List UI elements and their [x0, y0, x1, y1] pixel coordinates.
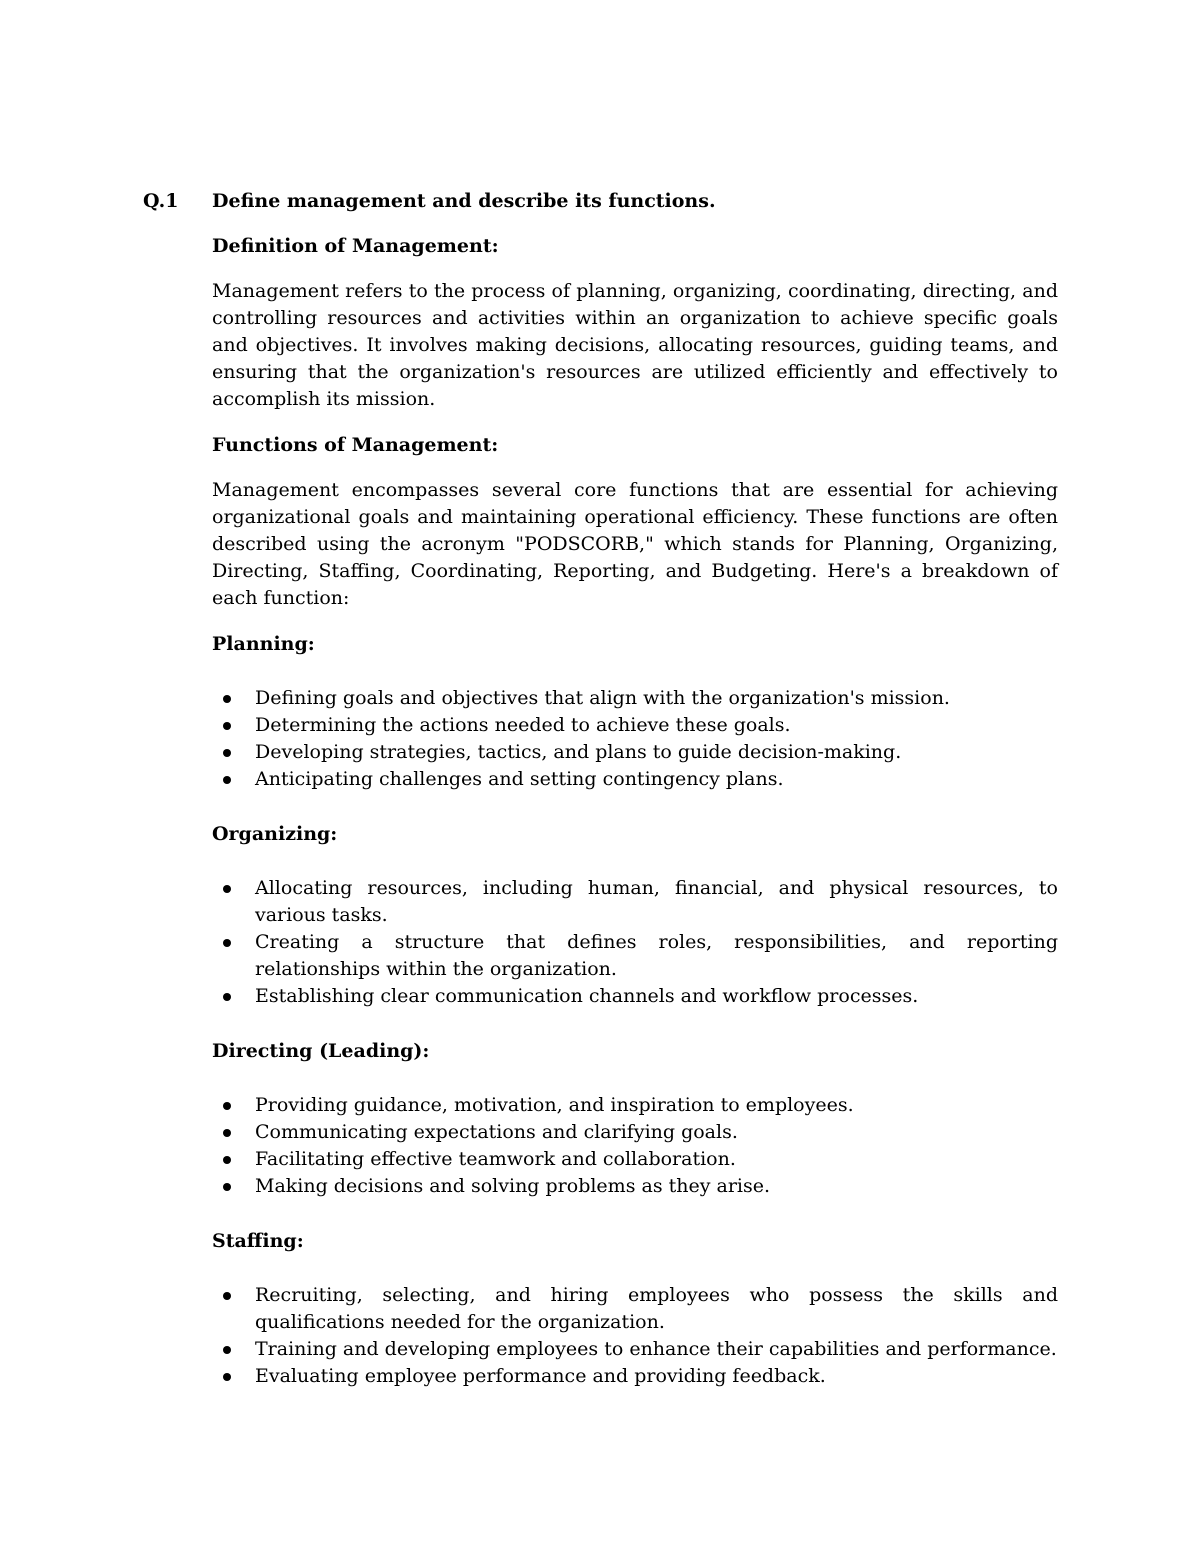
list-item-text: Training and developing employees to enhance their capabilities and performance. — [255, 1338, 1057, 1360]
section-heading: Planning: — [212, 633, 315, 655]
functions-paragraph: Management encompasses several core functions that are essential for achieving organizational goals and maintaining operational efficiency. These functions are often described using the acronym "PODSCORB," which stands for Planning, Organizing, Directing, Staffing, Coordinating, Reporting, and Budgeting. Here's a breakdown of each function: — [212, 479, 1058, 609]
bullet-icon — [223, 885, 231, 893]
list-item-text: Making decisions and solving problems as they arise. — [255, 1175, 771, 1197]
bullet-icon — [223, 1373, 231, 1381]
list-item-text: Communicating expectations and clarifying goals. — [255, 1121, 738, 1143]
list-item-text: Providing guidance, motivation, and inspiration to employees. — [255, 1094, 854, 1116]
bullet-icon — [223, 1183, 231, 1191]
section-heading: Staffing: — [212, 1230, 304, 1252]
list-item — [212, 1146, 1058, 1173]
section-heading: Organizing: — [212, 823, 338, 845]
question-number: Q.1 — [143, 190, 179, 212]
definition-heading: Definition of Management: — [212, 235, 499, 257]
list-item — [212, 766, 1058, 793]
bullet-list — [212, 1092, 1058, 1200]
bullet-icon — [223, 695, 231, 703]
list-item — [212, 1336, 1058, 1363]
question-title: Define management and describe its functions. — [212, 190, 716, 212]
definition-paragraph: Management refers to the process of planning, organizing, coordinating, directing, and controlling resources and activities within an organization to achieve specific goals and objectives. It involves making decisions, allocating resources, guiding teams, and ensuring that the organization's resources are utilized efficiently and effectively to accomplish its mission. — [212, 280, 1058, 410]
bullet-list — [212, 875, 1058, 1010]
list-item — [212, 1173, 1058, 1200]
bullet-icon — [223, 1156, 231, 1164]
list-item-text: Establishing clear communication channels and workflow processes. — [255, 985, 919, 1007]
bullet-icon — [223, 939, 231, 947]
list-item — [212, 1119, 1058, 1146]
document-body — [212, 188, 1058, 1418]
bullet-icon — [223, 1346, 231, 1354]
list-item-text: Anticipating challenges and setting contingency plans. — [255, 768, 784, 790]
section-organizing — [212, 821, 1058, 1010]
list-item — [212, 739, 1058, 766]
list-item-text: Defining goals and objectives that align with the organization's mission. — [255, 687, 950, 709]
section-directing — [212, 1038, 1058, 1200]
section-staffing — [212, 1228, 1058, 1390]
list-item — [212, 875, 1058, 929]
bullet-icon — [223, 722, 231, 730]
list-item-text: Allocating resources, including human, financial, and physical resources, to various tasks. — [255, 877, 1058, 926]
bullet-icon — [223, 1292, 231, 1300]
section-heading: Directing (Leading): — [212, 1040, 430, 1062]
list-item — [212, 1363, 1058, 1390]
list-item — [212, 983, 1058, 1010]
bullet-icon — [223, 749, 231, 757]
list-item — [212, 685, 1058, 712]
list-item-text: Evaluating employee performance and providing feedback. — [255, 1365, 826, 1387]
list-item-text: Creating a structure that defines roles, responsibilities, and reporting relationships within the organization. — [255, 931, 1058, 980]
bullet-icon — [223, 1102, 231, 1110]
list-item — [212, 712, 1058, 739]
bullet-icon — [223, 1129, 231, 1137]
list-item-text: Recruiting, selecting, and hiring employees who possess the skills and qualifications needed for the organization. — [255, 1284, 1058, 1333]
list-item-text: Facilitating effective teamwork and collaboration. — [255, 1148, 736, 1170]
section-planning — [212, 631, 1058, 793]
bullet-list — [212, 1282, 1058, 1390]
list-item — [212, 929, 1058, 983]
functions-heading: Functions of Management: — [212, 434, 499, 456]
list-item — [212, 1092, 1058, 1119]
list-item — [212, 1282, 1058, 1336]
list-item-text: Developing strategies, tactics, and plans to guide decision-making. — [255, 741, 902, 763]
bullet-icon — [223, 776, 231, 784]
bullet-list — [212, 685, 1058, 793]
list-item-text: Determining the actions needed to achieve these goals. — [255, 714, 791, 736]
bullet-icon — [223, 993, 231, 1001]
